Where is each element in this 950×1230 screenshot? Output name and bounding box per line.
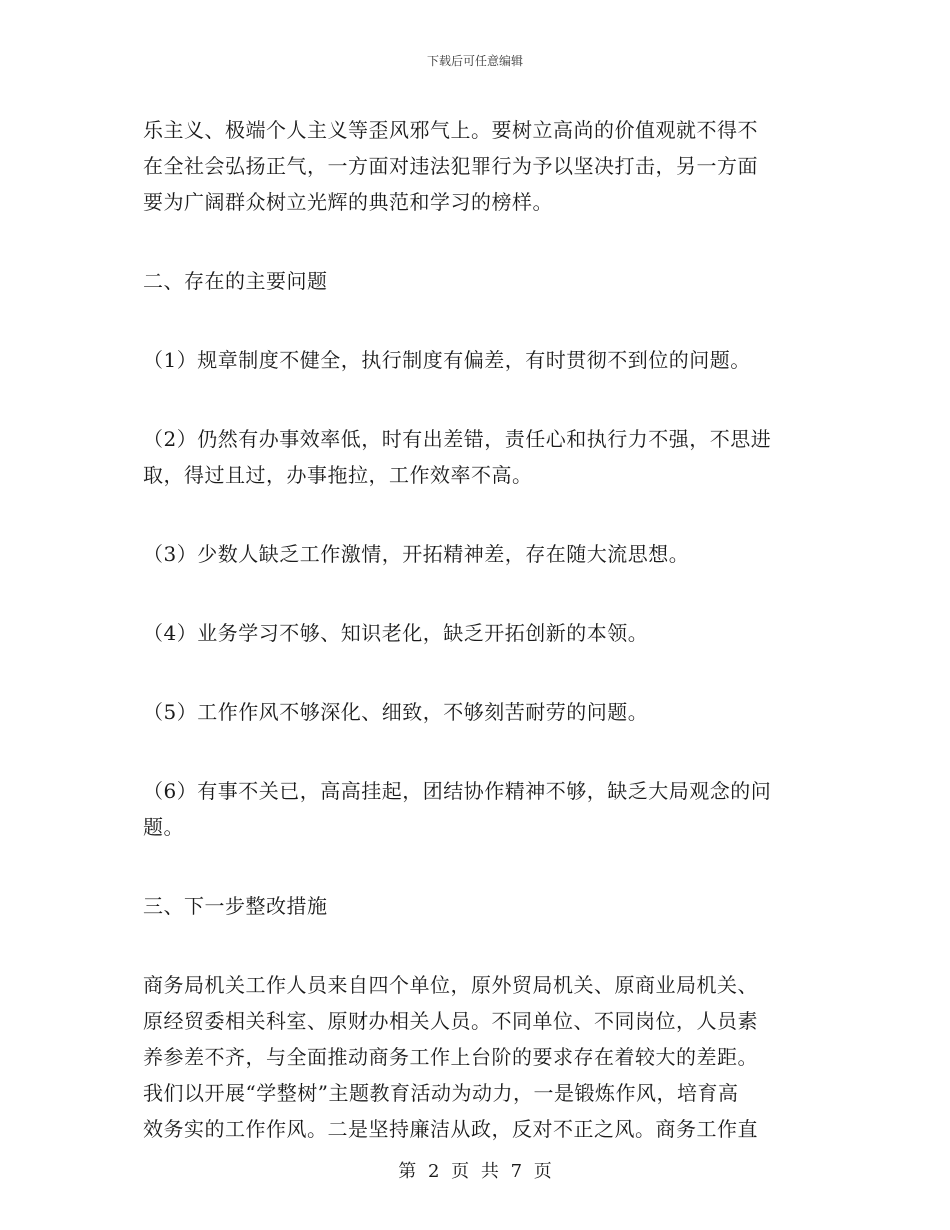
problem-item-2 [143,421,813,493]
text-line: 题。 [143,815,184,839]
text-line: （2）仍然有办事效率低，时有出差错，责任心和执行力不强，不思进 [143,427,772,451]
page-header-note: 下载后可任意编辑 [426,54,523,68]
text-line: 养参差不齐，与全面推动商务工作上台阶的要求存在着较大的差距。 [143,1045,758,1069]
text-line: 效务实的工作作风。二是坚持廉洁从政，反对不正之风。商务工作直 [143,1117,758,1141]
paragraph-measures [143,967,813,1147]
problem-item-3: （3）少数人缺乏工作激情，开拓精神差，存在随大流思想。 [143,542,690,566]
page-number [0,1157,950,1183]
problem-item-5: （5）工作作风不够深化、细致，不够刻苦耐劳的问题。 [143,700,649,724]
text-line: 在全社会弘扬正气，一方面对违法犯罪行为予以坚决打击，另一方面 [143,154,758,178]
page-prefix: 第 [398,1161,417,1182]
problem-item-6 [143,773,813,845]
problem-item-1: （1）规章制度不健全，执行制度有偏差，有时贯彻不到位的问题。 [143,348,751,372]
paragraph-intro [143,112,813,220]
page-suffix: 页 [533,1161,552,1182]
page-label: 页 [451,1161,470,1182]
text-line: （6）有事不关已，高高挂起，团结协作精神不够，缺乏大局观念的问 [143,779,772,803]
document-body [143,112,813,1147]
section-heading-problems: 二、存在的主要问题 [143,269,328,293]
text-line: 原经贸委相关科室、原财办相关人员。不同单位、不同岗位，人员素 [143,1009,758,1033]
text-line: 商务局机关工作人员来自四个单位，原外贸局机关、原商业局机关、 [143,973,758,997]
total-pages: 7 [510,1161,523,1182]
text-line: 取，得过且过，办事拖拉，工作效率不高。 [143,463,533,487]
problem-item-4: （4）业务学习不够、知识老化，缺乏开拓创新的本领。 [143,621,649,645]
text-line: 要为广阔群众树立光辉的典范和学习的榜样。 [143,190,553,214]
section-heading-measures: 三、下一步整改措施 [143,894,328,918]
total-label: 共 [480,1161,499,1182]
current-page: 2 [427,1161,440,1182]
text-line: 乐主义、极端个人主义等歪风邪气上。要树立高尚的价值观就不得不 [143,118,758,142]
text-line: 我们以开展“学整树”主题教育活动为动力，一是锻炼作风，培育高 [143,1081,739,1105]
